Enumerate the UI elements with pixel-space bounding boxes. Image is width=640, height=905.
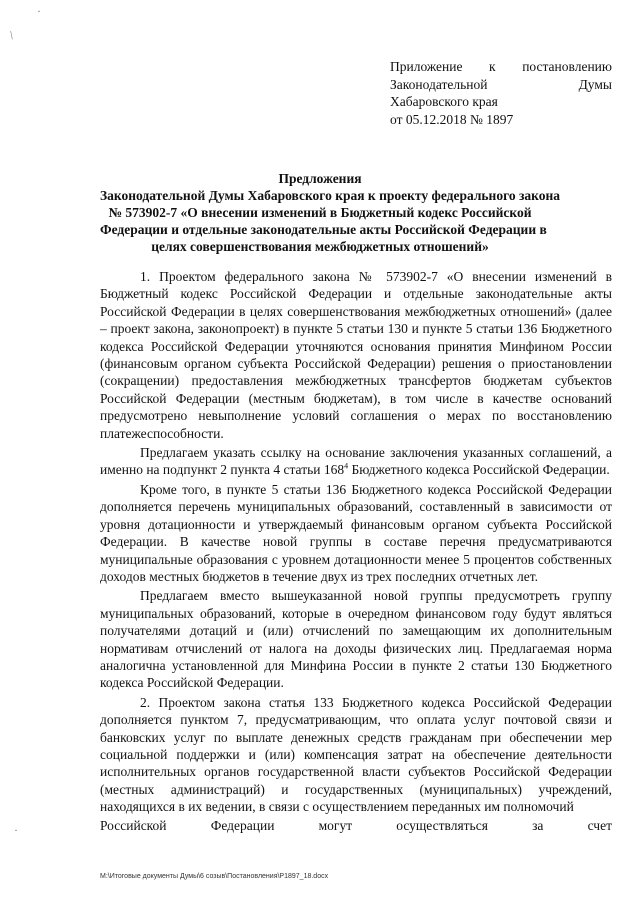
file-path-footer: M:\Итоговые документы Думы\6 созыв\Постановления\P1897_18.docx bbox=[100, 873, 329, 880]
attachment-word: Законодательной bbox=[390, 76, 488, 92]
word: могут bbox=[318, 817, 353, 833]
title-line: Предложения bbox=[278, 171, 362, 186]
paragraph-5-last-line bbox=[100, 817, 612, 834]
paragraph-2-tail: Бюджетного кодекса Российской Федерации. bbox=[348, 462, 610, 478]
attachment-line-4: от 05.12.2018 № 1897 bbox=[390, 111, 514, 127]
title-line: целях совершенствования межбюджетных отношений» bbox=[151, 239, 489, 254]
paragraph-5: 2. Проектом закона статья 133 Бюджетного кодекса Российской Федерации дополняется пунктом 7, предусматривающим, что оплата услуг почтовой связи и банковских услуг по выплате денежных средств гражданам при обеспечении мер социальной поддержки и (или) компенсация затрат на обеспечение деятельности исполнительных органов государственной власти субъектов Российской Федерации (местных администраций) и государственных (муниципальных) учреждений, находящихся в их ведении, в связи с осуществлением переданных им полномочий bbox=[100, 694, 612, 815]
attachment-word: Приложение bbox=[390, 59, 463, 74]
paragraph-1: 1. Проектом федерального закона № 573902-7 «О внесении изменений в Бюджетный кодекс Российской Федерации и отдельные законодательные акты Российской Федерации в целях совершенствования межбюджетных отношений» (далее – проект закона, законопроект) в пункте 5 статьи 130 и пункте 5 статьи 136 Бюджетного кодекса Российской Федерации уточняются основания принятия Минфином России (финансовым органом субъекта Российской Федерации) решения о приостановлении (сокращении) предоставления межбюджетных трансфертов бюджетам субъектов Российской Федерации (местным бюджетам), в том числе в качестве оснований предусмотрено невыполнение условий соглашения о мерах по восстановлению платежеспособности. bbox=[100, 269, 612, 441]
word: за bbox=[532, 817, 544, 833]
paragraph-2-text: Предлагаем указать ссылку на основание заключения указанных соглашений, а именно на подпункт 2 пункта 4 статьи 168 bbox=[100, 445, 612, 478]
attachment-line-2 bbox=[390, 76, 612, 94]
attachment-line-3: Хабаровского края bbox=[390, 94, 498, 109]
attachment-word: постановлению bbox=[522, 59, 612, 74]
scan-speck: · bbox=[37, 4, 41, 18]
word: Российской bbox=[100, 817, 167, 833]
paragraph-4: Предлагаем вместо вышеуказанной новой группы предусмотреть группу муниципальных образований, которые в очередном финансовом году будут являться получателями дотаций и (или) отчислений по замещающим их дополнительным нормативам отчислений от налога на доходы физических лиц. Предлагаемая норма аналогична установленной для Минфина России в пункте 2 статьи 130 Бюджетного кодекса Российской Федерации. bbox=[100, 588, 612, 691]
title-line: Федерации и отдельные законодательные акты Российской Федерации в bbox=[100, 222, 547, 237]
word: осуществляться bbox=[396, 817, 488, 833]
document-body bbox=[100, 268, 612, 834]
attachment-line-1 bbox=[390, 58, 612, 76]
paragraph-3: Кроме того, в пункте 5 статьи 136 Бюджетного кодекса Российской Федерации дополняется перечень муниципальных образований, составленный в зависимости от уровня дотационности и утверждаемый финансовым органом субъекта Российской Федерации. В качестве новой группы в составе перечня предусматриваются муниципальные образования с уровнем дотационности менее 5 процентов собственных доходов местных бюджетов в течение двух из трех последних отчетных лет. bbox=[100, 481, 612, 584]
attachment-word: к bbox=[489, 59, 496, 74]
word: Федерации bbox=[210, 817, 275, 833]
superscript: 4 bbox=[344, 461, 349, 471]
attachment-header bbox=[390, 58, 612, 128]
word: счет bbox=[587, 817, 612, 833]
scan-mark: / bbox=[6, 28, 17, 42]
title-line: № 573902-7 «О внесении изменений в Бюджетный кодекс Российской bbox=[108, 205, 532, 220]
title-line: Законодательной Думы Хабаровского края к проекту федерального закона bbox=[100, 188, 561, 203]
paragraph-2 bbox=[100, 444, 612, 479]
scan-speck: · bbox=[14, 823, 18, 837]
document-title bbox=[100, 170, 561, 255]
attachment-word: Думы bbox=[578, 76, 612, 92]
